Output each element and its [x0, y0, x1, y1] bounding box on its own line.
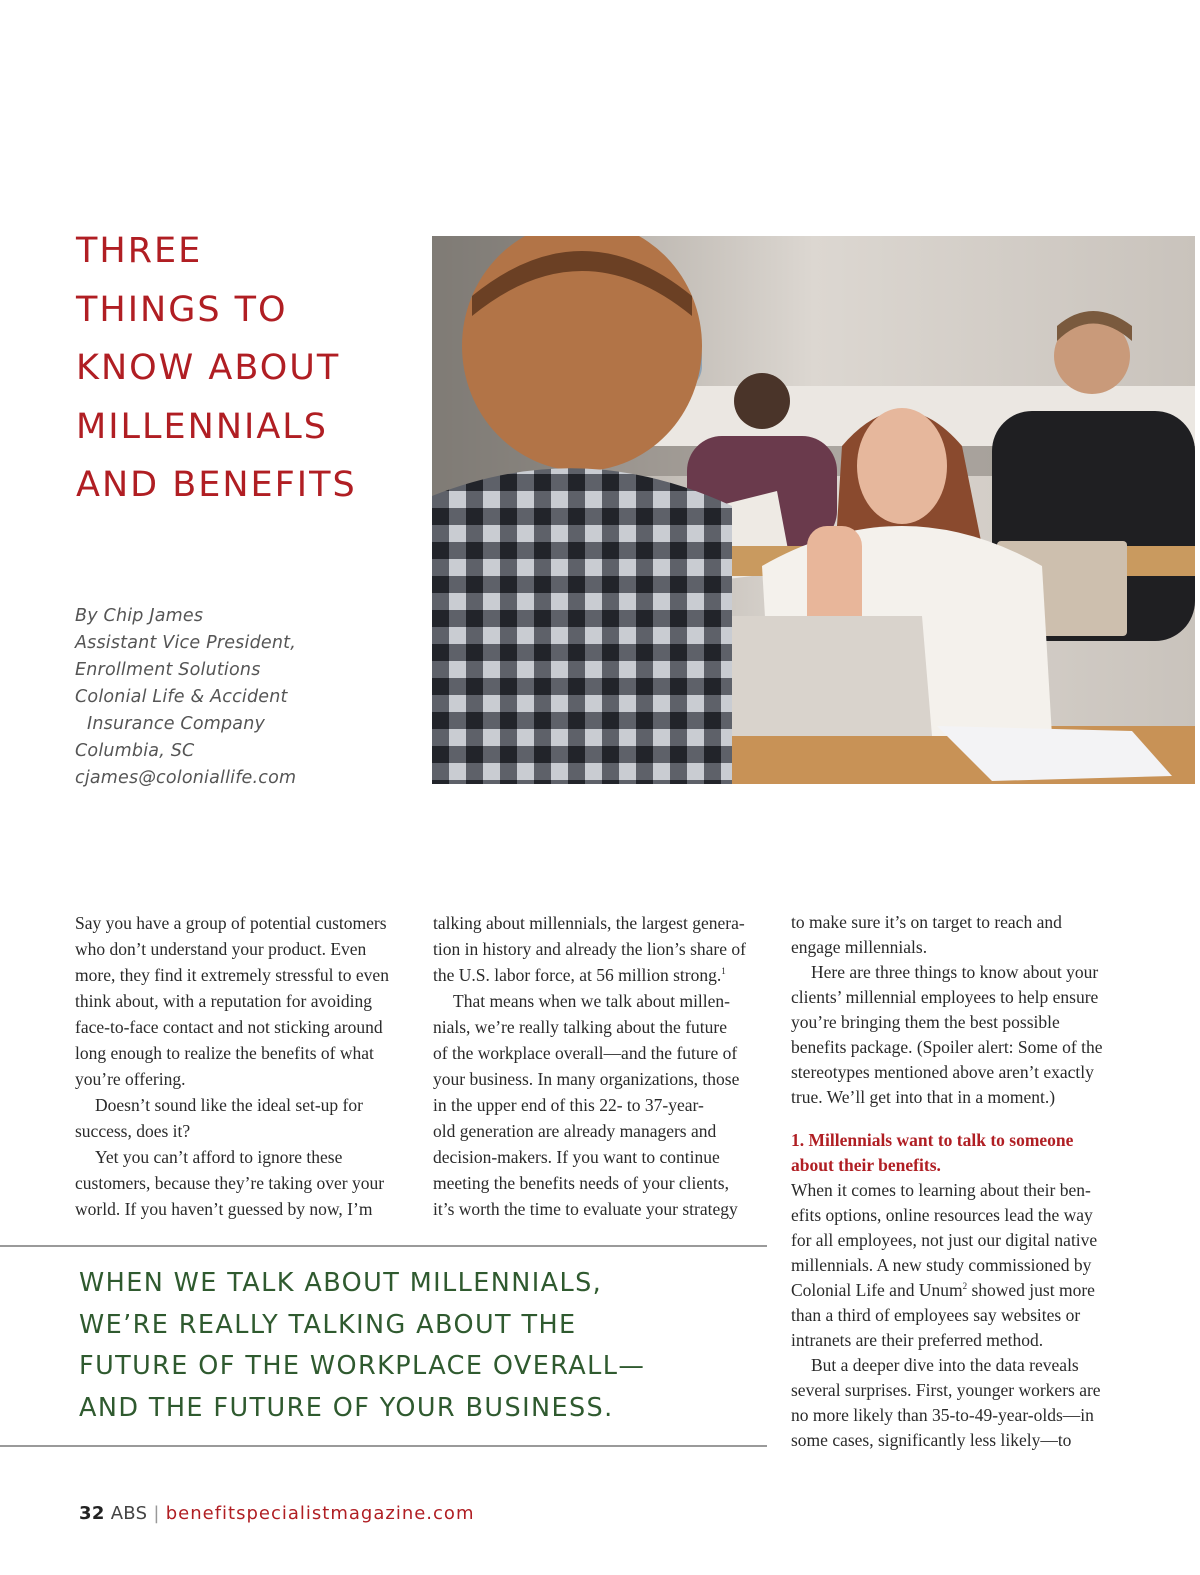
text-line: you’re offering. [75, 1069, 186, 1089]
paragraph [433, 910, 769, 988]
pull-quote-top-rule [0, 1245, 767, 1247]
author-email[interactable]: cjames@coloniallife.com [75, 768, 297, 788]
body-column-1 [75, 910, 411, 1222]
text-line: millennials. A new study commissioned by [791, 1255, 1092, 1275]
text-line: true. We’ll get into that in a moment.) [791, 1087, 1056, 1107]
title-line: AND BENEFITS [76, 465, 357, 505]
author-role: Assistant Vice President, [75, 633, 296, 653]
text-line: old generation are already managers and [433, 1121, 717, 1141]
footer-separator: | [153, 1503, 160, 1524]
text-line: intranets are their preferred method. [791, 1330, 1044, 1350]
text-line: customers, because they’re taking over your [75, 1173, 385, 1193]
text-line: That means when we talk about millen- [453, 991, 731, 1011]
body-column-3 [791, 910, 1121, 1453]
text-line: stereotypes mentioned above aren’t exactly [791, 1062, 1094, 1082]
text-line: decision-makers. If you want to continue [433, 1147, 720, 1167]
pull-quote-bottom-rule [0, 1445, 767, 1447]
paragraph [75, 1092, 411, 1144]
text-line: some cases, significantly less likely—to [791, 1430, 1072, 1450]
text-line: several surprises. First, younger workers are [791, 1380, 1101, 1400]
author-company: Colonial Life & Accident [75, 687, 288, 707]
text-line: nials, we’re really talking about the future [433, 1017, 727, 1037]
text-fragment: showed just more [967, 1280, 1095, 1300]
text-fragment: the U.S. labor force, at 56 million strong. [433, 965, 722, 985]
pull-quote-line: FUTURE OF THE WORKPLACE OVERALL— [79, 1351, 646, 1381]
text-line: more, they find it extremely stressful to even [75, 965, 389, 985]
website-link[interactable]: benefitspecialistmagazine.com [165, 1503, 475, 1524]
paragraph [791, 960, 1121, 1110]
author-byline [75, 603, 296, 792]
text-line: 1. Millennials want to talk to someone [791, 1130, 1074, 1150]
paragraph [75, 1144, 411, 1222]
text-line: your business. In many organizations, those [433, 1069, 740, 1089]
text-line: to make sure it’s on target to reach and [791, 912, 1062, 932]
author-role: Enrollment Solutions [75, 660, 261, 680]
text-line: who don’t understand your product. Even [75, 939, 367, 959]
author-location: Columbia, SC [75, 741, 195, 761]
paragraph [433, 988, 769, 1222]
text-line: Yet you can’t afford to ignore these [95, 1147, 343, 1167]
text-line: Doesn’t sound like the ideal set-up for [95, 1095, 363, 1115]
title-line: MILLENNIALS [76, 406, 328, 447]
text-line: of the workplace overall—and the future of [433, 1043, 738, 1063]
office-workers-photo [432, 236, 1195, 784]
author-company: Insurance Company [87, 714, 266, 734]
text-line: But a deeper dive into the data reveals [811, 1355, 1079, 1375]
text-line: success, does it? [75, 1121, 191, 1141]
page-footer [79, 1503, 474, 1524]
text-line: think about, with a reputation for avoiding [75, 991, 372, 1011]
paragraph [791, 1178, 1121, 1353]
text-line: no more likely than 35-to-49-year-olds—in [791, 1405, 1094, 1425]
title-line: THINGS TO [76, 289, 288, 330]
paragraph [75, 910, 411, 1092]
pull-quote [79, 1263, 759, 1429]
publication-name: ABS [110, 1503, 148, 1524]
body-column-2 [433, 910, 769, 1222]
paragraph [791, 1353, 1121, 1453]
paragraph [791, 910, 1121, 960]
footnote-marker: 1 [721, 966, 726, 977]
pull-quote-line: WHEN WE TALK ABOUT MILLENNIALS, [79, 1268, 603, 1298]
text-line: world. If you haven’t guessed by now, I’m [75, 1199, 373, 1219]
text-line: engage millennials. [791, 937, 928, 957]
text-line: efits options, online resources lead the way [791, 1205, 1093, 1225]
pull-quote-line: WE’RE REALLY TALKING ABOUT THE [79, 1309, 577, 1340]
title-line: THREE [76, 231, 203, 271]
text-fragment: Colonial Life and Unum [791, 1280, 963, 1300]
text-line: clients’ millennial employees to help ensure [791, 987, 1099, 1007]
text-line: Say you have a group of potential customers [75, 913, 387, 933]
text-line: than a third of employees say websites or [791, 1305, 1081, 1325]
text-line: talking about millennials, the largest genera- [433, 913, 745, 933]
pull-quote-line: AND THE FUTURE OF YOUR BUSINESS. [79, 1392, 614, 1423]
text-line [433, 962, 769, 988]
text-line: meeting the benefits needs of your clients, [433, 1173, 729, 1193]
text-line: for all employees, not just our digital native [791, 1230, 1098, 1250]
page-number: 32 [79, 1503, 105, 1524]
text-line: in the upper end of this 22- to 37-year- [433, 1095, 704, 1115]
text-line: When it comes to learning about their ben- [791, 1180, 1091, 1200]
text-line: it’s worth the time to evaluate your strategy [433, 1199, 738, 1219]
text-line: benefits package. (Spoiler alert: Some of the [791, 1037, 1103, 1057]
text-line: tion in history and already the lion’s share of [433, 939, 746, 959]
photo-illustration [432, 236, 1195, 784]
section-subhead [791, 1128, 1121, 1178]
author-name: By Chip James [75, 606, 204, 626]
text-line: face-to-face contact and not sticking around [75, 1017, 383, 1037]
text-line: about their benefits. [791, 1155, 941, 1175]
title-line: KNOW ABOUT [76, 348, 341, 388]
text-line: you’re bringing them the best possible [791, 1012, 1060, 1032]
text-line: long enough to realize the benefits of what [75, 1043, 374, 1063]
text-line: Here are three things to know about your [811, 962, 1099, 982]
footnote-marker: 2 [962, 1281, 968, 1292]
article-title [76, 222, 416, 515]
text-line [791, 1278, 1121, 1303]
